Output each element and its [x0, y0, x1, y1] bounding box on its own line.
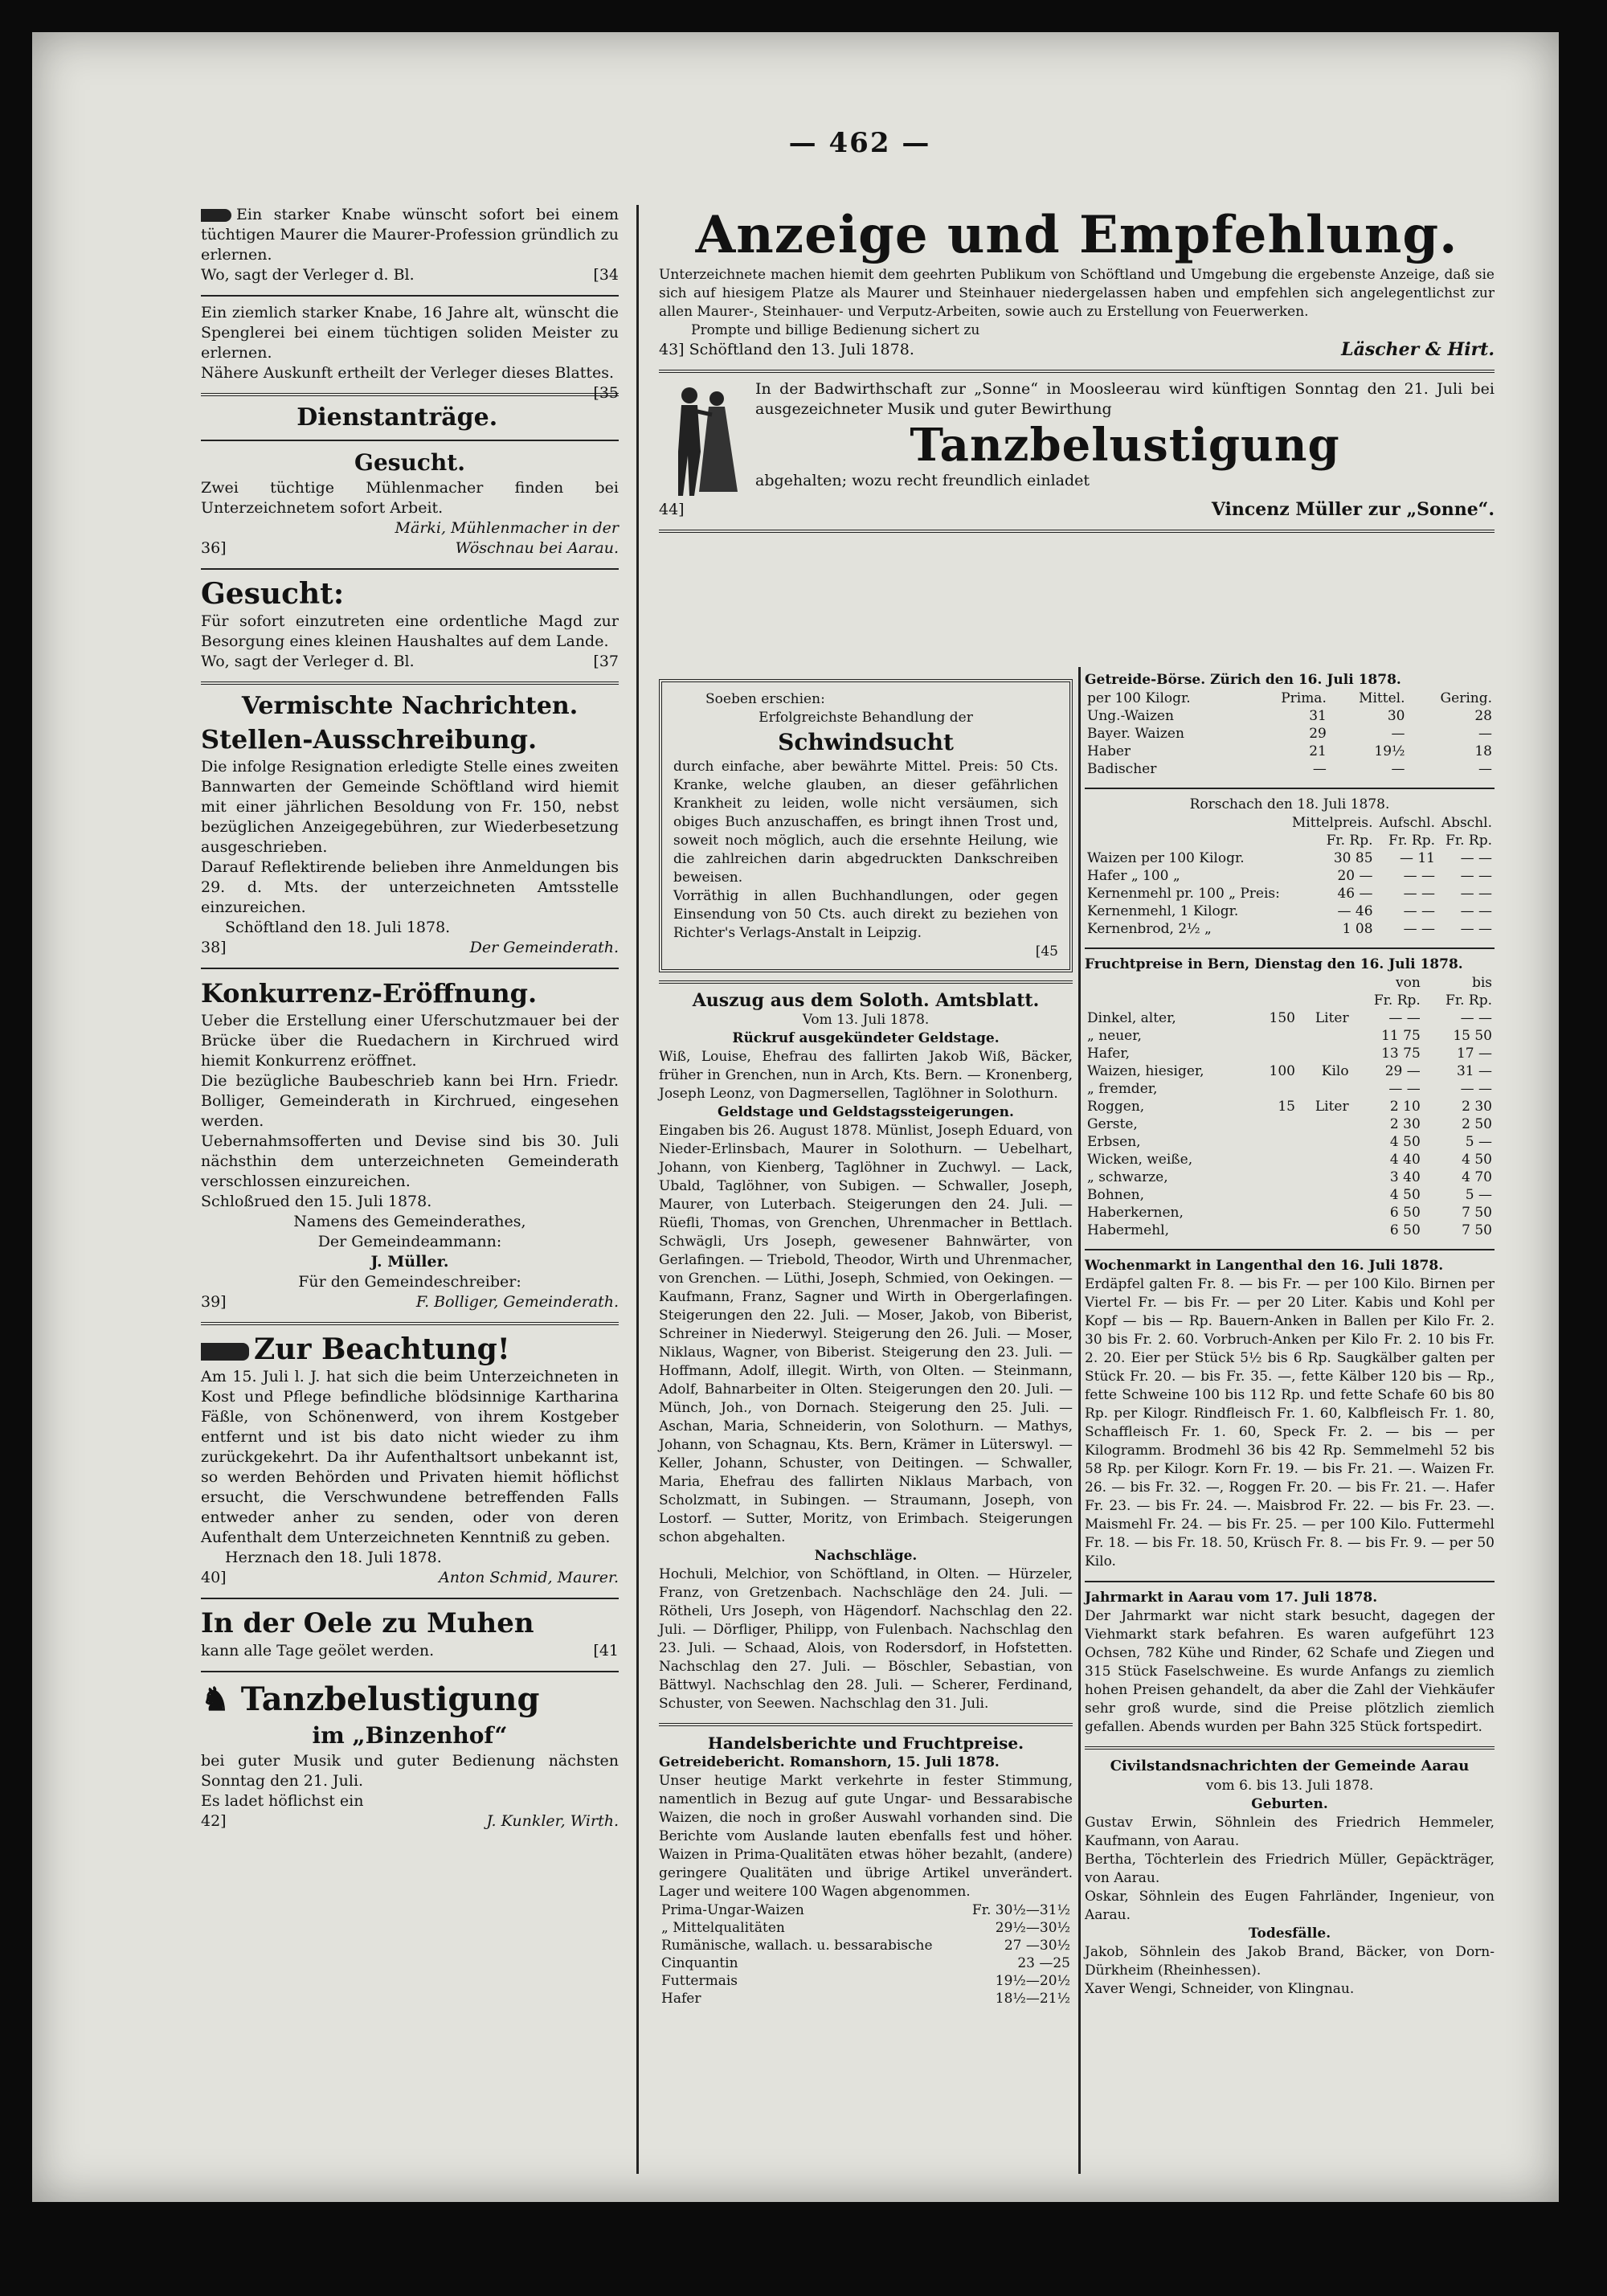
table-header-cell: bis: [1471, 975, 1492, 991]
table-header-cell: [1085, 992, 1254, 1009]
ad-39-num: 39]: [201, 1293, 227, 1311]
civilstand: [1085, 1756, 1495, 1999]
price-row-cell: 27 —30½: [1004, 1938, 1070, 1954]
price-row: [1085, 902, 1495, 920]
birth-entry: Bertha, Töchterlein des Friedrich Müller, Gepäckträger, von Aarau.: [1085, 1852, 1495, 1886]
price-row-cell: — —: [1403, 886, 1435, 902]
handel-title: Handelsberichte und Fruchtpreise.: [707, 1733, 1024, 1753]
price-row-cell: Haber: [1087, 743, 1131, 759]
price-row-cell: 4 40: [1389, 1152, 1421, 1168]
ad-45-text2: Vorräthig in allen Buchhandlungen, oder gegen Einsendung von 50 Cts. auch direkt zu beziehen von Richter's Verlags-Anstalt in Leipzig.: [673, 888, 1058, 941]
price-row-cell: 2 30: [1462, 1099, 1492, 1115]
price-row-cell: 30 85: [1333, 850, 1373, 866]
amtsblatt-date: Vom 13. Juli 1878.: [802, 1012, 930, 1028]
ad-45: [659, 679, 1073, 972]
table-header-cell: [1298, 974, 1351, 992]
handel-h1: Getreidebericht. Romanshorn, 15. Juli 1878.: [659, 1754, 1000, 1770]
ad-37-text: Für sofort einzutreten eine ordentliche Magd zur Besorgung eines kleinen Haushaltes auf dem Lande.: [201, 612, 619, 650]
civil-deaths-heading: Todesfälle.: [1248, 1926, 1331, 1942]
price-row-cell: 7 50: [1462, 1222, 1492, 1238]
amtsblatt-title: Auszug aus dem Soloth. Amtsblatt.: [692, 990, 1040, 1011]
price-row: [659, 1937, 1073, 1954]
price-row-cell: [1254, 1080, 1298, 1098]
table-header-cell: Mittelpreis.: [1291, 815, 1373, 831]
birth-entry: Gustav Erwin, Söhnlein des Friedrich Hemmeler, Kaufmann, von Aarau.: [1085, 1815, 1495, 1849]
ad-38-place: Schöftland den 18. Juli 1878.: [225, 919, 451, 936]
price-row-cell: [1298, 1133, 1351, 1151]
price-row-cell: 29 —: [1384, 1063, 1421, 1079]
ad-45-title: Schwindsucht: [778, 729, 954, 755]
handelsberichte: [659, 1733, 1073, 2007]
price-row: [1085, 1222, 1495, 1239]
amtsblatt: [659, 990, 1073, 1713]
price-row-cell: Ung.-Waizen: [1087, 708, 1174, 724]
price-row-cell: 30: [1387, 708, 1405, 724]
price-row-cell: 19½: [1374, 743, 1405, 759]
ad-37-ref: Wo, sagt der Verleger d. Bl.: [201, 653, 415, 670]
price-row-cell: 3 40: [1389, 1169, 1421, 1185]
zuerich-boerse: [1085, 671, 1495, 778]
price-row-cell: 4 50: [1462, 1152, 1492, 1168]
price-row-cell: [1254, 1151, 1298, 1168]
page-number: — 462 —: [788, 127, 931, 159]
table-header-cell: [1085, 974, 1254, 992]
price-row-cell: Gerste,: [1087, 1116, 1138, 1132]
price-row-cell: —: [1391, 761, 1405, 777]
right-column: [1085, 671, 1495, 2008]
ad-38-text2: Darauf Reflektirende belieben ihre Anmeldungen bis 29. d. Mts. der unterzeichneten Amtsstelle einzureichen.: [201, 858, 619, 916]
price-row-cell: 6 50: [1389, 1222, 1421, 1238]
ad-40-text: Am 15. Juli l. J. hat sich die beim Unterzeichneten in Kost und Pflege befindliche blödsinnige Kartharina Fäßle, von Schönenwerd, von ihrem Kostgeber entfernt und ist bis dato nicht wieder zu ihm zurückgekehrt. Da ihr Aufenthaltsort unbekannt ist, so werden Behörden und Privaten hiemit höflichst ersucht, die Verschwundene betreffenden Falls entweder anher zu senden, oder von deren Aufenthalt dem Unterzeichneten Kenntniß zu geben.: [201, 1368, 619, 1546]
price-row-cell: — —: [1403, 868, 1435, 884]
price-row-cell: [1254, 1027, 1298, 1045]
price-row-cell: 15: [1278, 1099, 1295, 1115]
price-row: [1085, 1062, 1495, 1080]
ad-40-sig: Anton Schmid, Maurer.: [439, 1569, 619, 1586]
newspaper-page: [32, 32, 1559, 2202]
ad-39-text: Ueber die Erstellung einer Uferschutzmauer bei der Brücke über die Ruedachern in Kirchrued wird hiemit Konkurrenz eröffnet.: [201, 1012, 619, 1070]
price-row-cell: —: [1312, 761, 1327, 777]
price-row-cell: Fr. 30½—31½: [971, 1902, 1070, 1918]
price-row-cell: 2 50: [1462, 1116, 1492, 1132]
price-row: [659, 1990, 1073, 2007]
aarau-markt-title: Jahrmarkt in Aarau vom 17. Juli 1878.: [1085, 1590, 1378, 1606]
amtsblatt-h2: Geldstage und Geldstagssteigerungen.: [718, 1104, 1014, 1120]
birth-entry: Oskar, Söhnlein des Eugen Fahrländer, Ingenieur, von Aarau.: [1085, 1889, 1495, 1923]
ad-35: [201, 303, 619, 402]
price-row-cell: Liter: [1315, 1010, 1349, 1026]
price-row-cell: 31 —: [1456, 1063, 1492, 1079]
ad-42-text: bei guter Musik und guter Bedienung nächsten Sonntag den 21. Juli.: [201, 1752, 619, 1790]
price-row-cell: 28: [1474, 708, 1492, 724]
table-header: [1085, 992, 1495, 1009]
price-row-cell: 1 08: [1342, 921, 1373, 937]
ad-39-sig5: F. Bolliger, Gemeinderath.: [415, 1293, 619, 1311]
zuerich-title: Getreide-Börse. Zürich den 16. Juli 1878.: [1085, 672, 1401, 688]
ad-41-title: In der Oele zu Muhen: [201, 1607, 534, 1639]
price-row-cell: Bayer. Waizen: [1087, 726, 1184, 742]
price-row-cell: 11 75: [1381, 1028, 1421, 1044]
ad-41-text: kann alle Tage geölet werden.: [201, 1642, 435, 1660]
ad-40-title: Zur Beachtung!: [254, 1332, 510, 1366]
price-row-cell: 23 —25: [1017, 1955, 1070, 1971]
price-row-cell: — —: [1460, 850, 1492, 866]
table-header-cell: Fr. Rp.: [1326, 833, 1373, 849]
price-row: [1085, 725, 1495, 743]
price-row-cell: 4 50: [1389, 1134, 1421, 1150]
zuerich-price-table: [1085, 690, 1495, 778]
price-row-cell: [1298, 1168, 1351, 1186]
price-row-cell: — —: [1460, 1010, 1492, 1026]
table-header-cell: [1085, 832, 1287, 849]
price-row-cell: — —: [1403, 903, 1435, 919]
price-row: [1085, 743, 1495, 760]
price-row-cell: Haberkernen,: [1087, 1205, 1184, 1221]
amtsblatt-h3: Nachschläge.: [814, 1548, 918, 1564]
langenthal-text: Erdäpfel galten Fr. 8. — bis Fr. — per 100 Kilo. Birnen per Viertel Fr. — bis Fr. — per 20 Liter. Kabis und Kohl per Kopf — bis — Rp. Bauern-Anken in Ballen per Kilo Fr. 2. 30 bis Fr. 2. 60. Vorbruch-Anken per Kilo Fr. 2. 10 bis Fr. 2. 20. Eier per Stück 5½ bis 6 Rp. Saugkälber galten per Stück Fr. 20. — bis Fr. 35. —, fette Kälber 120 bis — Rp., fette Schweine 100 bis 112 Rp. und fette Schafe 60 bis 80 Rp. per Kilogr. Rindfleisch Fr. 1. 60, Kalbfleisch Fr. 1. 80, Schaffleisch Fr. 1. 60, Speck Fr. 2. — bis — per Kilogramm. Brodmehl 36 bis 42 Rp. Semmelmehl 52 bis 58 Rp. per Kilogr. Korn Fr. 19. — bis Fr. 21. —. Waizen Fr. 26. — bis Fr. 32. —, Roggen Fr. 20. — bis Fr. 21. —. Hafer Fr. 23. — bis Fr. 24. —. Maisbrod Fr. 22. — bis Fr. 23. —. Maismehl Fr. 24. — bis Fr. 25. — per 100 Kilo. Futtermehl Fr. 18. — bis Fr. 18. 50, Krüsch Fr. 8. — bis Fr. 9. — per 50 Kilo.: [1085, 1276, 1495, 1570]
table-header-cell: [1085, 814, 1287, 832]
bern-price-table: [1085, 974, 1495, 1239]
price-row-cell: 31: [1309, 708, 1327, 724]
price-row-cell: [1298, 1027, 1351, 1045]
price-row: [1085, 1151, 1495, 1168]
price-row: [1085, 920, 1495, 938]
price-row-cell: 2 10: [1389, 1099, 1421, 1115]
langenthal-title: Wochenmarkt in Langenthal den 16. Juli 1878.: [1085, 1258, 1444, 1274]
price-row-cell: 19½—20½: [995, 1973, 1070, 1989]
price-row: [1085, 1168, 1495, 1186]
table-header-cell: von: [1395, 975, 1421, 991]
table-header: [1085, 832, 1495, 849]
ad-44: [659, 379, 1495, 520]
price-row: [1085, 1045, 1495, 1062]
price-row-cell: [1298, 1151, 1351, 1168]
ad-43-text2: Prompte und billige Bedienung sichert zu: [691, 322, 980, 338]
price-row-cell: Waizen, hiesiger,: [1087, 1063, 1204, 1079]
table-header-cell: Gering.: [1440, 690, 1492, 706]
dancer-icon: ♞: [201, 1680, 230, 1718]
death-entry: Xaver Wengi, Schneider, von Klingnau.: [1085, 1981, 1355, 1997]
price-row: [1085, 1027, 1495, 1045]
ad-45-line2: Erfolgreichste Behandlung der: [759, 710, 973, 726]
price-row: [1085, 1115, 1495, 1133]
price-row-cell: Waizen per 100 Kilogr.: [1087, 850, 1245, 866]
price-row-cell: 15 50: [1453, 1028, 1492, 1044]
ad-37-num: [37: [593, 653, 619, 670]
price-row-cell: Futtermais: [661, 1973, 738, 1989]
ad-42-sig: J. Kunkler, Wirth.: [486, 1812, 619, 1830]
ad-37: [201, 576, 619, 672]
ad-38-text: Die infolge Resignation erledigte Stelle eines zweiten Bannwarten der Gemeinde Schöftland wird hiemit mit einer jährlichen Besoldung von Fr. 150, nebst bezüglichen Anzeigegebühren, zur Wiederbesetzung ausgeschrieben.: [201, 758, 619, 856]
price-row-cell: Kilo: [1321, 1063, 1349, 1079]
ad-36-text: Zwei tüchtige Mühlenmacher finden bei Unterzeichnetem sofort Arbeit.: [201, 479, 619, 517]
table-header-cell: Fr. Rp.: [1445, 833, 1492, 849]
ad-34-ref: Wo, sagt der Verleger d. Bl.: [201, 266, 415, 284]
table-header-cell: Fr. Rp.: [1373, 992, 1421, 1009]
price-row-cell: [1254, 1168, 1298, 1186]
ad-39-sig4: Für den Gemeindeschreiber:: [298, 1273, 521, 1291]
ad-39-text2: Die bezügliche Baubeschrieb kann bei Hrn. Friedr. Bolliger, Gemeinderath in Kirchrued, eingesehen werden.: [201, 1072, 619, 1130]
civil-date: vom 6. bis 13. Juli 1878.: [1205, 1778, 1374, 1794]
table-header-cell: Abschl.: [1441, 815, 1492, 831]
ad-36-num: 36]: [201, 539, 227, 557]
civil-title: Civilstandsnachrichten der Gemeinde Aarau: [1110, 1758, 1470, 1774]
langenthal-markt: [1085, 1257, 1495, 1571]
ad-39: [201, 976, 619, 1312]
price-row-cell: — —: [1388, 1010, 1421, 1026]
dancing-couple-icon: [659, 379, 747, 500]
price-row: [1085, 849, 1495, 867]
price-row-cell: [1254, 1186, 1298, 1204]
price-row-cell: 13 75: [1381, 1046, 1421, 1062]
price-row: [659, 1954, 1073, 1972]
ad-39-sig2: Der Gemeindeammann:: [317, 1233, 502, 1250]
price-row: [659, 1919, 1073, 1937]
price-row-cell: —: [1391, 726, 1405, 742]
ad-40-place: Herznach den 18. Juli 1878.: [225, 1549, 442, 1566]
amtsblatt-t3: Hochuli, Melchior, von Schöftland, in Olten. — Hürzeler, Franz, von Gretzenbach. Nachschläge den 24. Juli. — Rötheli, Urs Joseph, von Hägendorf. Nachschlag den 22. Juli. — Dörfliger, Philipp, von Fulenbach. Nachschlag den 23. Juli. — Schaad, Alois, von Rodersdorf, in Hofstetten. Nachschlag den 27. Juli. — Böschler, Sebastian, von Bättwyl. Nachschlag den 28. Juli. — Scherer, Ferdinand, Schuster, von Seewen. Nachschlag den 31. Juli.: [659, 1566, 1073, 1712]
ad-39-sig3: J. Müller.: [370, 1253, 449, 1271]
price-row-cell: Liter: [1315, 1099, 1349, 1115]
price-row-cell: Bohnen,: [1087, 1187, 1145, 1203]
death-entry: Jakob, Söhnlein des Jakob Brand, Bäcker, von Dorn-Dürkheim (Rheinhessen).: [1085, 1944, 1495, 1979]
ad-37-title: Gesucht:: [201, 577, 345, 611]
ad-38-sig: Der Gemeinderath.: [469, 939, 619, 956]
ad-42-num: 42]: [201, 1812, 227, 1830]
ad-43-place: Schöftland den 13. Juli 1878.: [689, 341, 914, 358]
ad-43-title: Anzeige und Empfehlung.: [695, 205, 1458, 265]
ad-42-title: Tanzbelustigung: [240, 1680, 540, 1718]
column-rule-right: [1078, 667, 1081, 2174]
middle-column: [659, 671, 1073, 2017]
price-row-cell: Hafer,: [1087, 1046, 1130, 1062]
price-row-cell: — —: [1460, 1081, 1492, 1097]
bern-fruchtpreise: [1085, 956, 1495, 1239]
price-row-cell: „ fremder,: [1087, 1081, 1158, 1097]
price-row-cell: 150: [1269, 1010, 1295, 1026]
rorschach-price-table: [1085, 814, 1495, 938]
price-row-cell: Cinquantin: [661, 1955, 738, 1971]
price-row-cell: 4 50: [1389, 1187, 1421, 1203]
ad-43-text: Unterzeichnete machen hiemit dem geehrten Publikum von Schöftland und Umgebung die ergebenste Anzeige, daß sie sich auf hiesigem Platze als Maurer und Steinhauer niedergelassen haben und empfehlen sich angelegentlichst zur allen Maurer-, Steinhauer- und Verputz-Arbeiten, sowie auch zu Erstellung von Feuerwerken.: [659, 267, 1495, 320]
amtsblatt-h1: Rückruf ausgekündeter Geldstage.: [732, 1030, 1000, 1046]
pointing-hand-icon: [201, 1343, 249, 1361]
price-row-cell: 29½—30½: [995, 1920, 1070, 1936]
price-row-cell: 18: [1474, 743, 1492, 759]
ad-43-num: 43]: [659, 341, 685, 358]
price-row-cell: 20 —: [1337, 868, 1373, 884]
price-row-cell: 17 —: [1456, 1046, 1492, 1062]
left-column: [201, 205, 619, 1841]
handel-t1: Unser heutige Markt verkehrte in fester Stimmung, namentlich in Bezug auf gute Ungar- und Bessarabische Waizen, die noch in großer Auswahl vorhanden sind. Die Berichte vom Auslande lauten ebenfalls fest und höher. Waizen in Prima-Qualitäten etwas höher bezahlt, (andere) geringere Qualitäten und übrige Artikel unverändert. Lager und weitere 100 Wagen abgenommen.: [659, 1773, 1073, 1900]
table-header-cell: Mittel.: [1359, 690, 1405, 706]
ad-36-sig2: Wöschnau bei Aarau.: [455, 539, 619, 557]
price-row-cell: Habermehl,: [1087, 1222, 1169, 1238]
table-header-cell: Fr. Rp.: [1388, 833, 1435, 849]
price-row-cell: [1298, 1045, 1351, 1062]
price-row-cell: —: [1478, 761, 1492, 777]
price-row-cell: — —: [1403, 921, 1435, 937]
ad-35-num: [35: [593, 384, 619, 402]
civil-births-heading: Geburten.: [1251, 1796, 1328, 1812]
ad-44-num: 44]: [659, 501, 685, 518]
table-header-cell: Fr. Rp.: [1445, 992, 1492, 1009]
ad-36-sig1: Märki, Mühlenmacher in der: [395, 519, 619, 537]
wide-top: [659, 205, 1495, 539]
table-header-cell: Aufschl.: [1379, 815, 1435, 831]
price-row-cell: [1254, 1045, 1298, 1062]
ad-39-place: Schloßrued den 15. Juli 1878.: [201, 1193, 432, 1210]
price-row-cell: 2 30: [1389, 1116, 1421, 1132]
price-row-cell: 5 —: [1465, 1187, 1492, 1203]
price-row-cell: Hafer „ 100 „: [1087, 868, 1180, 884]
price-row: [1085, 1009, 1495, 1027]
amtsblatt-t1: Wiß, Louise, Ehefrau des fallirten Jakob Wiß, Bäcker, früher in Grenchen, nun in Arch, Kts. Bern. — Kronenberg, Joseph Leonz, von Dagmersellen, Taglöhner in Solothurn.: [659, 1049, 1073, 1102]
price-row-cell: Erbsen,: [1087, 1134, 1141, 1150]
table-header: [1085, 814, 1495, 832]
price-row-cell: Dinkel, alter,: [1087, 1010, 1176, 1026]
price-row-cell: 6 50: [1389, 1205, 1421, 1221]
price-row-cell: 4 70: [1462, 1169, 1492, 1185]
price-row-cell: Prima-Ungar-Waizen: [661, 1902, 804, 1918]
price-row: [1085, 1186, 1495, 1204]
ad-42-sub: im „Binzenhof“: [312, 1722, 508, 1749]
price-row-cell: [1298, 1115, 1351, 1133]
price-row-cell: 21: [1309, 743, 1327, 759]
price-row-cell: Wicken, weiße,: [1087, 1152, 1193, 1168]
price-row-cell: „ neuer,: [1087, 1028, 1142, 1044]
price-row-cell: — —: [1460, 886, 1492, 902]
ad-35-text: Ein ziemlich starker Knabe, 16 Jahre alt, wünscht die Spenglerei bei einem tüchtigen soliden Meister zu erlernen.: [201, 304, 619, 362]
ad-44-title: Tanzbelustigung: [910, 419, 1340, 472]
price-row-cell: — 46: [1337, 903, 1373, 919]
price-row: [1085, 1133, 1495, 1151]
ad-44-sig: Vincenz Müller zur „Sonne“.: [1211, 499, 1495, 520]
price-row-cell: 18½—21½: [995, 1991, 1070, 2007]
ad-39-text3: Uebernahmsofferten und Devise sind bis 30. Juli nächsthin dem unterzeichneten Gemeinderath verschlossen einzureichen.: [201, 1132, 619, 1190]
ad-44-text: In der Badwirthschaft zur „Sonne“ in Moosleerau wird künftigen Sonntag den 21. Juli bei ausgezeichneter Musik und guter Bewirthung: [755, 380, 1495, 418]
price-row-cell: [1298, 1222, 1351, 1239]
price-row-cell: Hafer: [661, 1991, 701, 2007]
ad-41-num: [41: [593, 1642, 619, 1660]
section-vermischte: Vermischte Nachrichten.: [241, 692, 579, 720]
price-row-cell: [1254, 1222, 1298, 1239]
price-row-cell: 5 —: [1465, 1134, 1492, 1150]
table-header-cell: [1254, 992, 1298, 1009]
price-row-cell: Roggen,: [1087, 1099, 1145, 1115]
price-row-cell: — 11: [1399, 850, 1435, 866]
column-rule-left: [636, 205, 639, 2174]
ad-39-sig1: Namens des Gemeinderathes,: [293, 1213, 526, 1230]
ad-36-title: Gesucht.: [354, 449, 465, 476]
pointing-hand-icon: [201, 209, 231, 222]
aarau-jahrmarkt: [1085, 1589, 1495, 1737]
price-row: [659, 1972, 1073, 1990]
ad-35-ref: Nähere Auskunft ertheilt der Verleger dieses Blattes.: [201, 364, 615, 382]
price-row-cell: — —: [1388, 1081, 1421, 1097]
price-row-cell: Kernenbrod, 2½ „: [1087, 921, 1212, 937]
price-row-cell: [1298, 1186, 1351, 1204]
ad-36: [201, 448, 619, 559]
price-row-cell: 100: [1269, 1063, 1295, 1079]
price-row-cell: 46 —: [1337, 886, 1373, 902]
table-header-cell: Prima.: [1281, 690, 1327, 706]
ad-42-text2: Es ladet höflichst ein: [201, 1792, 364, 1810]
price-row: [1085, 867, 1495, 885]
price-row-cell: Kernenmehl, 1 Kilogr.: [1087, 903, 1239, 919]
price-row-cell: „ schwarze,: [1087, 1169, 1168, 1185]
ad-34: [201, 205, 619, 285]
price-row-cell: [1254, 1133, 1298, 1151]
ad-45-line1: Soeben erschien:: [705, 691, 825, 707]
ad-38: [201, 722, 619, 958]
price-row-cell: [1254, 1115, 1298, 1133]
price-row-cell: Badischer: [1087, 761, 1157, 777]
price-row-cell: 7 50: [1462, 1205, 1492, 1221]
price-row: [1085, 885, 1495, 902]
ad-45-num: [45: [1035, 943, 1058, 960]
price-row: [1085, 1080, 1495, 1098]
ad-39-title: Konkurrenz-Eröffnung.: [201, 978, 538, 1009]
price-row-cell: — —: [1460, 868, 1492, 884]
price-row: [1085, 1098, 1495, 1115]
rorschach-title: Rorschach den 18. Juli 1878.: [1189, 796, 1390, 812]
ad-45-text: durch einfache, aber bewährte Mittel. Preis: 50 Cts. Kranke, welche glauben, an dieser gefährlichen Krankheit zu leiden, wolle nicht versäumen, sich obiges Buch anzuschaffen, es bringt ihnen Trost und, soweit noch möglich, auch die ersehnte Heilung, wie die zahlreichen darin abgedruckten Dankschreiben beweisen.: [673, 759, 1058, 886]
table-header: [1085, 974, 1495, 992]
price-row-cell: 29: [1309, 726, 1327, 742]
price-row: [659, 1901, 1073, 1919]
price-row: [1085, 1204, 1495, 1222]
price-row: [1085, 760, 1495, 778]
ad-38-num: 38]: [201, 939, 227, 956]
ad-40: [201, 1332, 619, 1588]
ad-44-text2: abgehalten; wozu recht freundlich einladet: [755, 472, 1090, 489]
ad-40-num: 40]: [201, 1569, 227, 1586]
price-row-cell: — —: [1460, 903, 1492, 919]
rorschach: [1085, 796, 1495, 938]
ad-42: [201, 1679, 619, 1831]
ad-34-num: [34: [593, 266, 619, 284]
bern-title: Fruchtpreise in Bern, Dienstag den 16. Juli 1878.: [1085, 956, 1463, 972]
ad-34-text: Ein starker Knabe wünscht sofort bei einem tüchtigen Maurer die Maurer-Profession gründlich zu erlernen.: [201, 206, 619, 264]
price-row-cell: Rumänische, wallach. u. bessarabische: [661, 1938, 933, 1954]
price-row-cell: [1298, 1080, 1351, 1098]
table-header-cell: [1254, 974, 1298, 992]
aarau-markt-text: Der Jahrmarkt war nicht stark besucht, dagegen der Viehmarkt stark befahren. Es waren aufgeführt 123 Ochsen, 782 Kühe und Rinder, 62 Schafe und Ziegen und 315 Stück Faselschweine. Es wurde Anfangs zu ziemlich hohen Preisen gehandelt, da aber die Zahl der Viehkäufer sehr groß wurde, sind die Preise plötzlich ziemlich gefallen. Abends wurden per Bahn 325 Stück fortspedirt.: [1085, 1608, 1495, 1735]
table-header: [1085, 690, 1495, 707]
ad-38-title: Stellen-Ausschreibung.: [201, 724, 538, 755]
price-row-cell: [1298, 1204, 1351, 1222]
price-row-cell: —: [1478, 726, 1492, 742]
ad-43: [659, 205, 1495, 360]
price-row-cell: [1254, 1204, 1298, 1222]
table-header-cell: [1298, 992, 1351, 1009]
ad-43-sig: Läscher & Hirt.: [1341, 339, 1495, 360]
price-row-cell: — —: [1460, 921, 1492, 937]
ad-41: [201, 1606, 619, 1661]
romanshorn-price-table: [659, 1901, 1073, 2007]
section-dienstantraege: Dienstanträge.: [296, 403, 498, 432]
price-row-cell: Kernenmehl pr. 100 „ Preis:: [1087, 886, 1280, 902]
amtsblatt-t2: Eingaben bis 26. August 1878. Münlist, Joseph Eduard, von Nieder-Erlinsbach, Maurer in Solothurn. — Uebelhart, Johann, von Kienberg, Taglöhner in Zuchwyl. — Lack, Ubald, Taglöhner, von Subigen. — Schwaller, Joseph, Maurer, von Luterbach. Steigerungen den 24. Juli. — Rüefli, Thomas, von Grenchen, Uhrenmacher in Bettlach. Schwägli, Urs Joseph, gewesener Bahnwärter, von Gerlafingen. — Triebold, Theodor, Wirth und Uhrenmacher, von Grenchen. — Lüthi, Joseph, Schmied, von Oekingen. — Kaufmann, Franz, Sagner und Wirth in Obergerlafingen. Steigerungen den 22. Juli. — Moser, Jakob, von Biberist, Schreiner in Niederwyl. Steigerung den 26. Juli. — Moser, Niklaus, Wagner, von Biberist. Steigerung den 23. Juli. — Hoffmann, Adolf, illegit. Wirth, von Olten. — Steinmann, Adolf, Bahnarbeiter in Olten. Steigerungen den 20. Juli. — Münch, Joh., von Dornach. Steigerung den 25. Juli. — Aschan, Maria, Schneiderin, von Solothurn. — Mathys, Johann, von Schagnau, Kts. Bern, Krämer in Lüterswyl. — Keller, Johann, Schuster, von Deitingen. — Schwaller, Maria, Ehefrau des fallirten Niklaus Marbach, von Scholzmatt, in Subingen. — Straumann, Joseph, von Lostorf. — Sutter, Moritz, von Erimbach. Steigerungen schon abgehalten.: [659, 1123, 1073, 1545]
price-row-cell: „ Mittelqualitäten: [661, 1920, 785, 1936]
price-row: [1085, 707, 1495, 725]
table-header-cell: per 100 Kilogr.: [1087, 690, 1191, 706]
